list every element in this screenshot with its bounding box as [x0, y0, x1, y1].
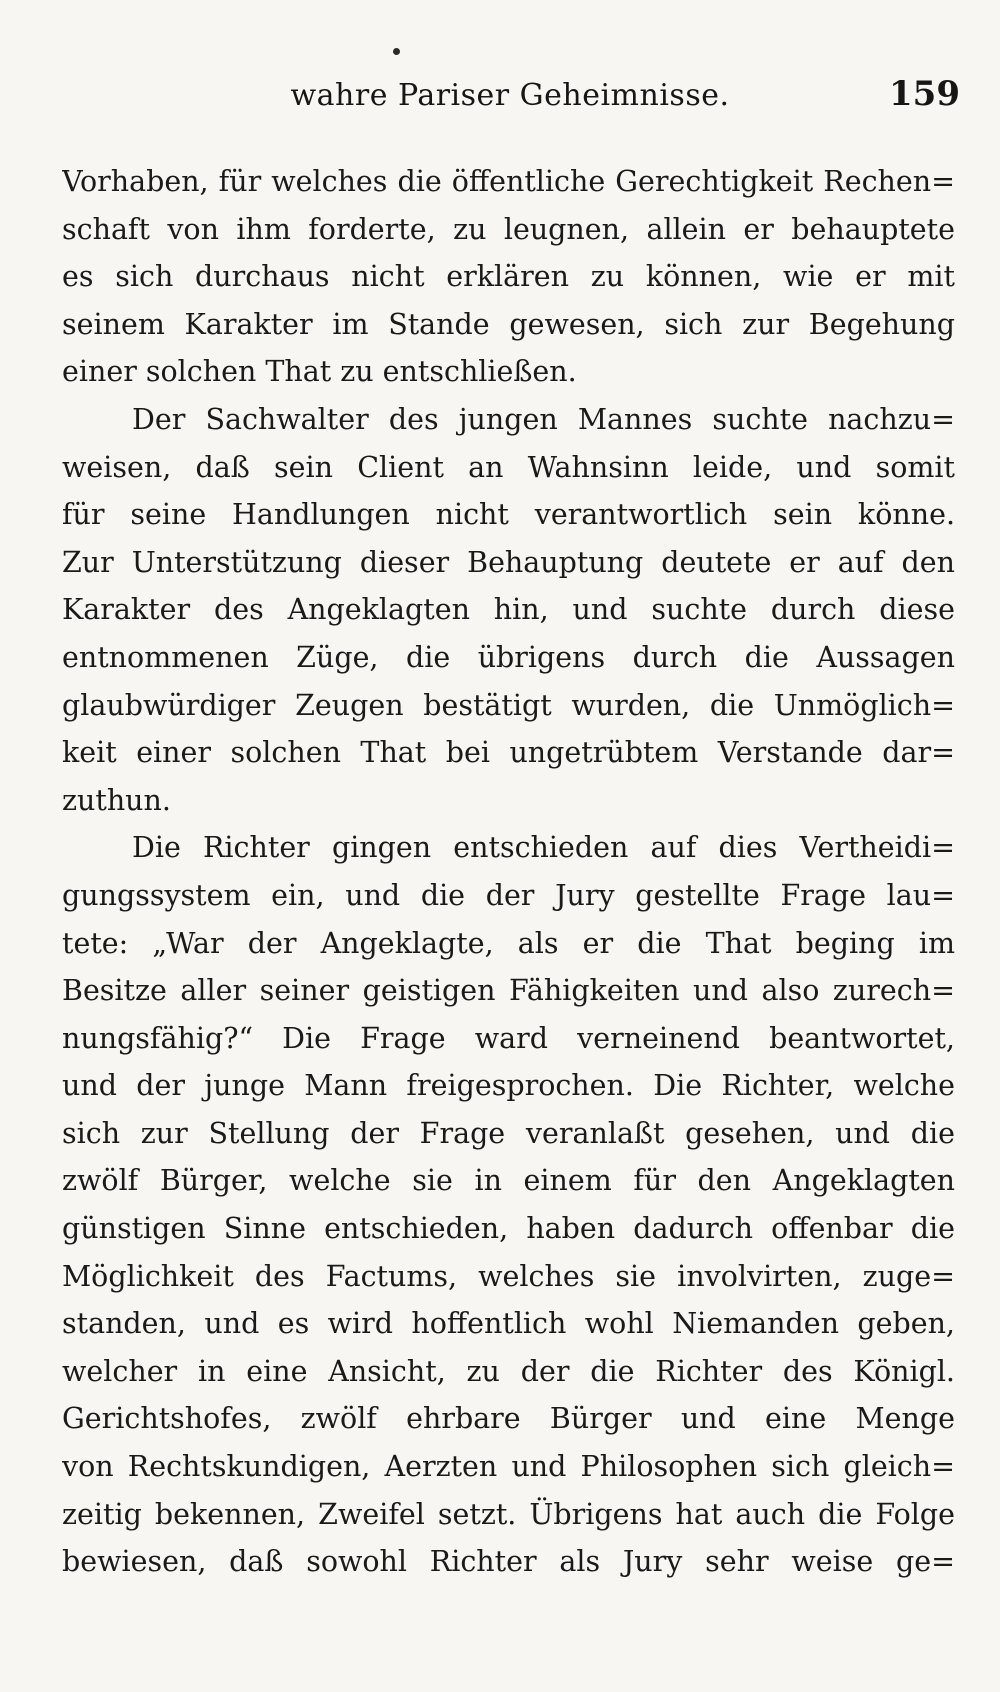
text-line: sich zur Stellung der Frage veranlaßt gesehen, und die [62, 1116, 955, 1150]
text-line: bewiesen, daß sowohl Richter als Jury sehr weise ge= [62, 1545, 955, 1579]
text-line: Zur Unterstützung dieser Behauptung deutete er auf den [62, 545, 955, 579]
text-line: zwölf Bürger, welche sie in einem für den Angeklagten [62, 1164, 955, 1198]
paragraph-first-line: Die Richter gingen entschieden auf dies Vertheidi= [132, 831, 955, 865]
text-line: schaft von ihm forderte, zu leugnen, allein er behauptete [62, 212, 955, 246]
text-line: standen, und es wird hoffentlich wohl Niemanden geben, [62, 1307, 955, 1341]
text-line: welcher in eine Ansicht, zu der die Richter des Königl. [62, 1354, 955, 1388]
text-line: Gerichtshofes, zwölf ehrbare Bürger und eine Menge [62, 1402, 955, 1436]
text-line: nungsfähig?“ Die Frage ward verneinend beantwortet, [62, 1021, 955, 1055]
ink-speck [393, 48, 400, 55]
text-line: weisen, daß sein Client an Wahnsinn leide, und somit [62, 450, 955, 484]
text-line: für seine Handlungen nicht verantwortlich sein könne. [62, 498, 955, 532]
text-line: Besitze aller seiner geistigen Fähigkeiten und also zurech= [62, 974, 955, 1008]
text-line: von Rechtskundigen, Aerzten und Philosophen sich gleich= [62, 1450, 955, 1484]
running-title: wahre Pariser Geheimnisse. [290, 78, 730, 113]
text-line: zuthun. [62, 783, 171, 817]
text-line: Möglichkeit des Factums, welches sie involvirten, zuge= [62, 1259, 955, 1293]
text-line: tete: „War der Angeklagte, als er die That beging im [62, 926, 955, 960]
page-number: 159 [889, 74, 960, 114]
body-text [62, 158, 955, 1586]
text-line: seinem Karakter im Stande gewesen, sich zur Begehung [62, 307, 955, 341]
text-line: es sich durchaus nicht erklären zu können, wie er mit [62, 260, 955, 294]
text-line: zeitig bekennen, Zweifel setzt. Übrigens hat auch die Folge [62, 1497, 955, 1531]
text-line: keit einer solchen That bei ungetrübtem Verstande dar= [62, 736, 955, 770]
page-header [60, 74, 960, 138]
text-line: glaubwürdiger Zeugen bestätigt wurden, die Unmöglich= [62, 688, 955, 722]
text-line: Karakter des Angeklagten hin, und suchte durch diese [62, 593, 955, 627]
text-line: gungssystem ein, und die der Jury gestellte Frage lau= [62, 878, 955, 912]
text-line: Vorhaben, für welches die öffentliche Gerechtigkeit Rechen= [62, 165, 955, 198]
text-line: und der junge Mann freigesprochen. Die Richter, welche [62, 1069, 955, 1103]
text-line: einer solchen That zu entschließen. [62, 355, 577, 389]
text-line: entnommenen Züge, die übrigens durch die Aussagen [62, 640, 955, 674]
paragraph-first-line: Der Sachwalter des jungen Mannes suchte nachzu= [132, 402, 955, 436]
text-line: günstigen Sinne entschieden, haben dadurch offenbar die [62, 1212, 955, 1246]
